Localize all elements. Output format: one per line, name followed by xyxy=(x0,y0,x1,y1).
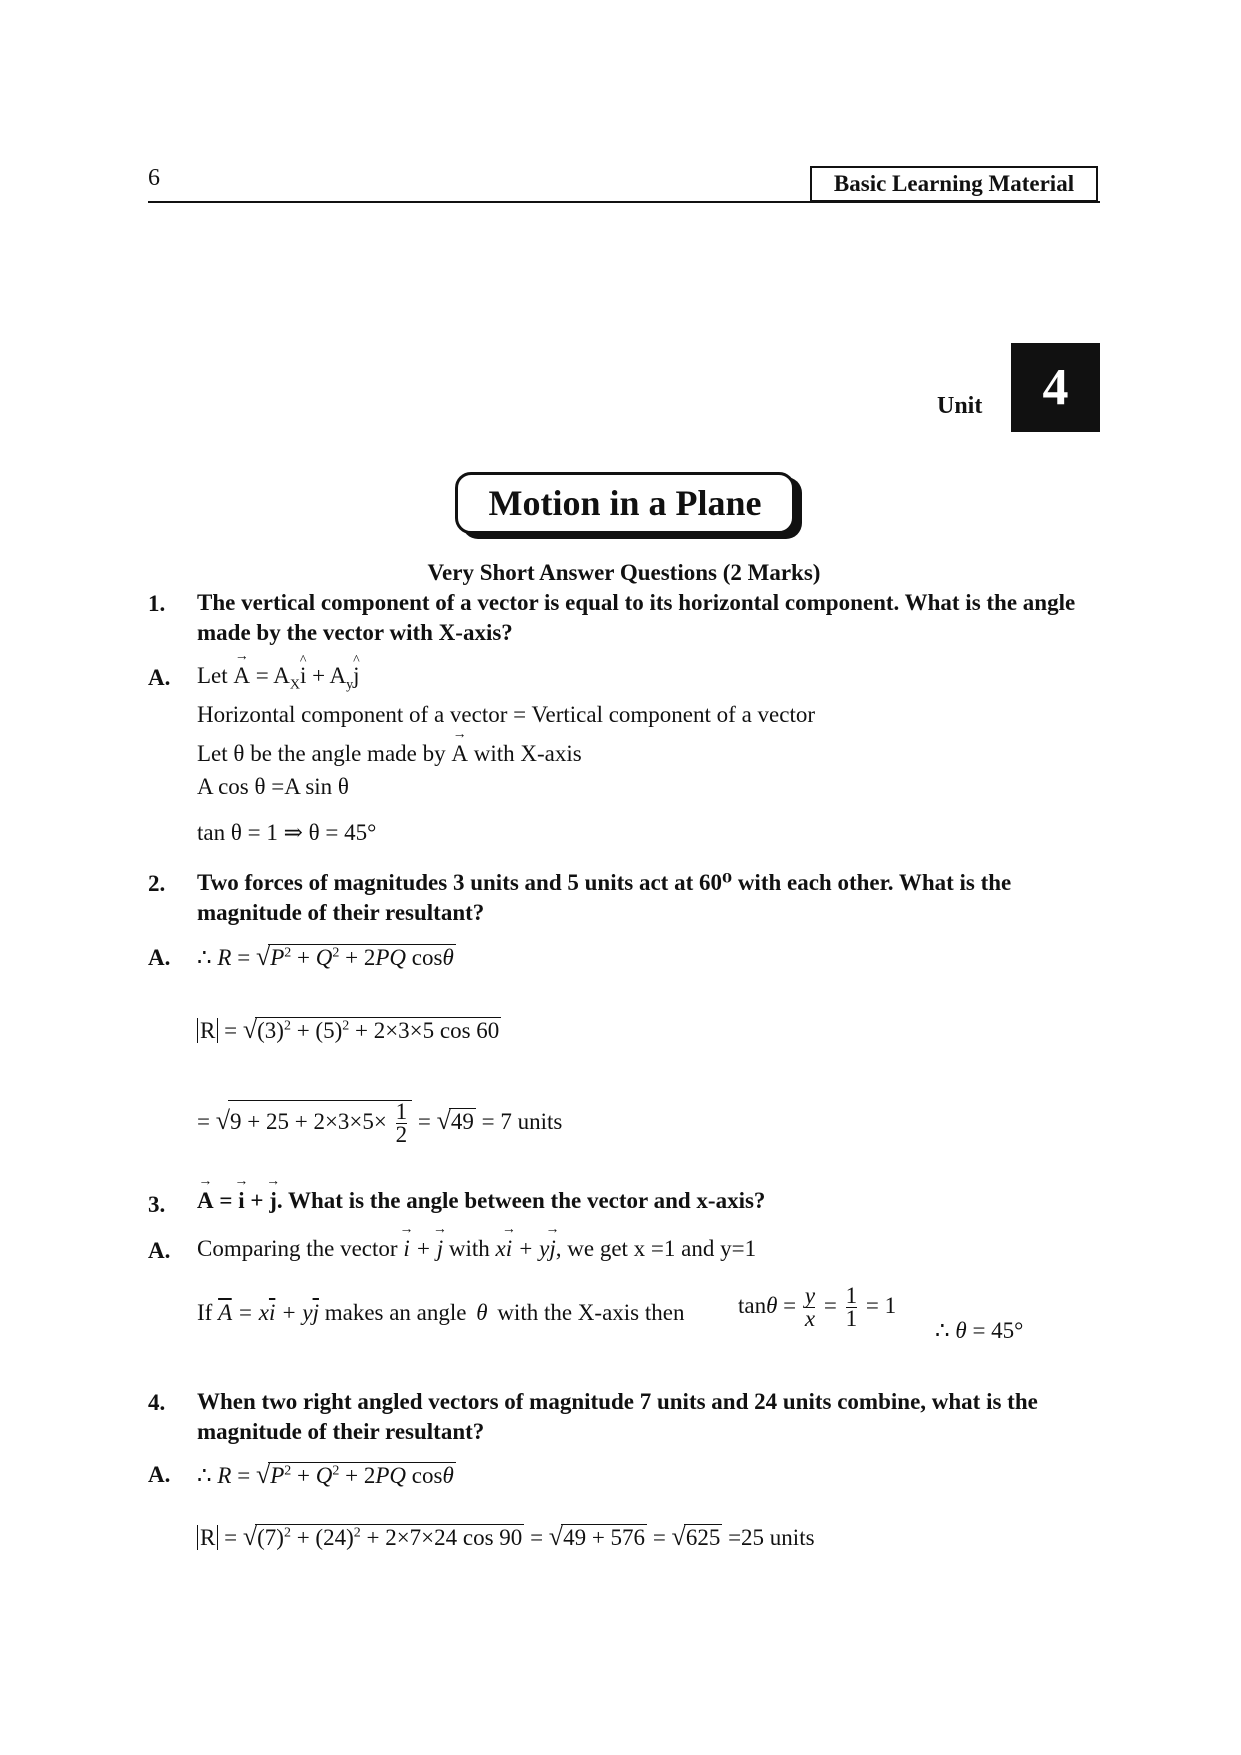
answer-text: If xyxy=(197,1300,213,1325)
formula-line: = √9 + 25 + 2×3×5× $\frac{1}{2}$ = √49 = 7 units xyxy=(197,1099,563,1147)
answer-label: A. xyxy=(148,665,171,690)
formula-line: $R = √(3)^2 + (5)^2 + 2\times 3\times 5$ cos 60 xyxy=(197,1015,501,1045)
answer-line: Comparing the vector → i + → j with x→ i + y→ j, we get x =1 and y=1 xyxy=(197,1236,756,1262)
answer-line xyxy=(197,741,582,767)
answer-line: A cos θ =A sin θ xyxy=(197,774,349,799)
question-text: Two forces of magnitudes 3 units and 5 units act at 60⁰ with each other. What is the magnitude of their resultant? xyxy=(197,870,1012,925)
theta-symbol: θ xyxy=(233,741,245,766)
answer-label: A. xyxy=(148,1462,171,1487)
section-heading: Very Short Answer Questions (2 Marks) xyxy=(427,560,821,585)
question-text: . What is the angle between the vector and x-axis? xyxy=(276,1188,766,1213)
chapter-title: Motion in a Plane xyxy=(455,472,795,534)
answer-text: Let xyxy=(197,741,228,766)
answer-text: Let xyxy=(197,663,228,688)
unit-number-box: 4 xyxy=(1011,343,1100,432)
question-text: The vertical component of a vector is equal to its horizontal component. What is the angle made by the vector with X-axis? xyxy=(197,590,1076,645)
question-text: When two right angled vectors of magnitude 7 units and 24 units combine, what is the magnitude of their resultant? xyxy=(197,1389,1038,1444)
vector-symbol: → A xyxy=(233,663,250,689)
formula-line: ∴ $R = √P^2 + Q^2 + 2PQ$ cosθ xyxy=(197,1460,454,1489)
answer-line: Horizontal component of a vector = Vertical component of a vector xyxy=(197,702,815,727)
question-number: 1. xyxy=(148,591,166,616)
answer-text: , we get x =1 and y=1 xyxy=(555,1236,757,1261)
answer-label: A. xyxy=(148,945,171,970)
formula-line: ∴ θ = 45° xyxy=(935,1318,1024,1343)
answer-line: tan θ = 1 ⇒ θ = 45° xyxy=(197,820,377,845)
book-title-box: Basic Learning Material xyxy=(810,166,1098,202)
vector-symbol: → A xyxy=(451,741,468,767)
answer-text: Comparing the vector xyxy=(197,1236,398,1261)
answer-line: Let → $A = A_X\^{}$ $i + A_y\^{}$ j xyxy=(197,663,360,694)
unit-label: Unit xyxy=(937,393,983,419)
units-label: units xyxy=(517,1108,563,1134)
formula-line: tanθ = $\frac{y}{x}$ = $\frac{1}{1}$ = 1 xyxy=(738,1283,897,1331)
answer-text: be the angle made by xyxy=(250,741,446,766)
formula-line: ∴ $R = √P^2 + Q^2 + 2PQ$ cosθ xyxy=(197,942,454,971)
header-rule xyxy=(148,201,1100,203)
question-number: 4. xyxy=(148,1390,166,1415)
question-text-line: → A = → i + → j. What is the angle between the vector and x-axis? xyxy=(197,1188,765,1214)
question-number: 2. xyxy=(148,871,166,896)
answer-line: If $\overline{A} = x\overline{i} + y\overline{j}$ makes an angle θ with the X-axis then xyxy=(197,1300,685,1325)
answer-text: with X-axis xyxy=(473,741,582,766)
answer-text: makes an angle xyxy=(324,1300,467,1325)
answer-label: A. xyxy=(148,1238,171,1263)
answer-text: with xyxy=(448,1236,490,1261)
question-number: 3. xyxy=(148,1192,166,1217)
answer-text: with the X-axis then xyxy=(497,1300,685,1325)
formula-line: $R = √(7)^2 + (24)^2 + 2\times 7\times 24$ cos 90 = √49 + 576 = √625 =25 units xyxy=(197,1522,815,1552)
page-number: 6 xyxy=(148,165,160,191)
result-text: =25 units xyxy=(728,1525,815,1550)
